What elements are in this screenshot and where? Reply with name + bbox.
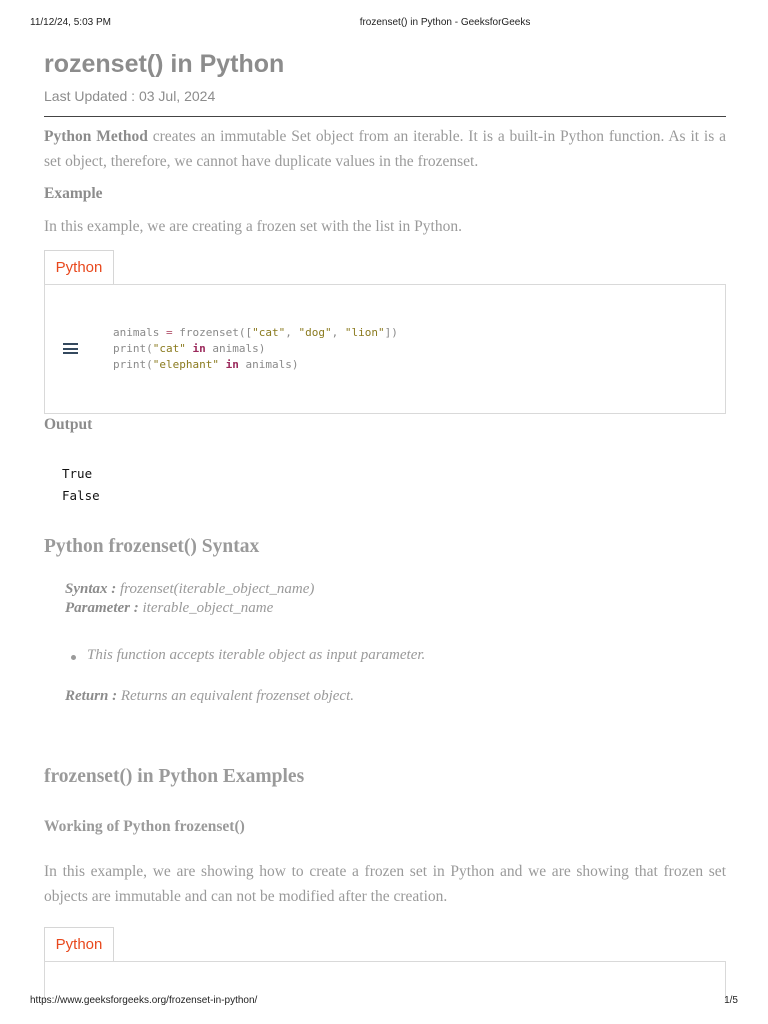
code-block: [44, 284, 726, 414]
code-lines: [113, 325, 398, 373]
output-line: True: [62, 466, 93, 481]
code-line: animals = frozenset(["cat", "dog", "lion"]): [113, 326, 398, 339]
working-text: In this example, we are showing how to create a frozen set in Python and we are showing that frozen set objects are immutable and can not be modified after the creation.: [44, 863, 726, 905]
syntax-heading: Python frozenset() Syntax: [44, 536, 260, 557]
page-number: 1/5: [724, 995, 738, 1006]
print-date: 11/12/24, 5:03 PM: [30, 17, 111, 28]
tab-python[interactable]: Python: [44, 250, 114, 285]
intro-bold: Python Method: [44, 128, 148, 145]
print-header: [0, 17, 768, 31]
output-block: [62, 463, 100, 507]
working-heading: Working of Python frozenset(): [44, 818, 245, 835]
code-line: print("elephant" in animals): [113, 358, 299, 371]
print-footer: [0, 995, 768, 1009]
return-line: Return : Returns an equivalent frozenset object.: [65, 688, 355, 704]
print-url: https://www.geeksforgeeks.org/frozenset-in-python/: [30, 995, 258, 1006]
intro-text: creates an immutable Set object from an iterable. It is a built-in Python function. As it is a set object, therefore, we cannot have duplicate values in the frozenset.: [44, 128, 726, 170]
code-line: print("cat" in animals): [113, 342, 266, 355]
last-updated: Last Updated : 03 Jul, 2024: [44, 88, 216, 104]
examples-heading: frozenset() in Python Examples: [44, 766, 305, 787]
bullet-dot: [71, 655, 76, 660]
title-divider: [44, 116, 726, 117]
output-line: False: [62, 488, 100, 503]
syntax-line: Syntax : frozenset(iterable_object_name): [65, 581, 315, 597]
example-heading: Example: [44, 185, 103, 202]
tab-python-2[interactable]: Python: [44, 927, 114, 962]
article-title: rozenset() in Python: [44, 50, 285, 78]
parameter-line: Parameter : iterable_object_name: [65, 600, 274, 616]
intro-paragraph: [44, 124, 726, 174]
menu-icon[interactable]: [63, 343, 78, 354]
output-heading: Output: [44, 416, 93, 433]
list-item: This function accepts iterable object as input parameter.: [71, 647, 425, 664]
example-text: In this example, we are creating a frozen set with the list in Python.: [44, 218, 462, 235]
print-title: frozenset() in Python - GeeksforGeeks: [359, 17, 531, 28]
